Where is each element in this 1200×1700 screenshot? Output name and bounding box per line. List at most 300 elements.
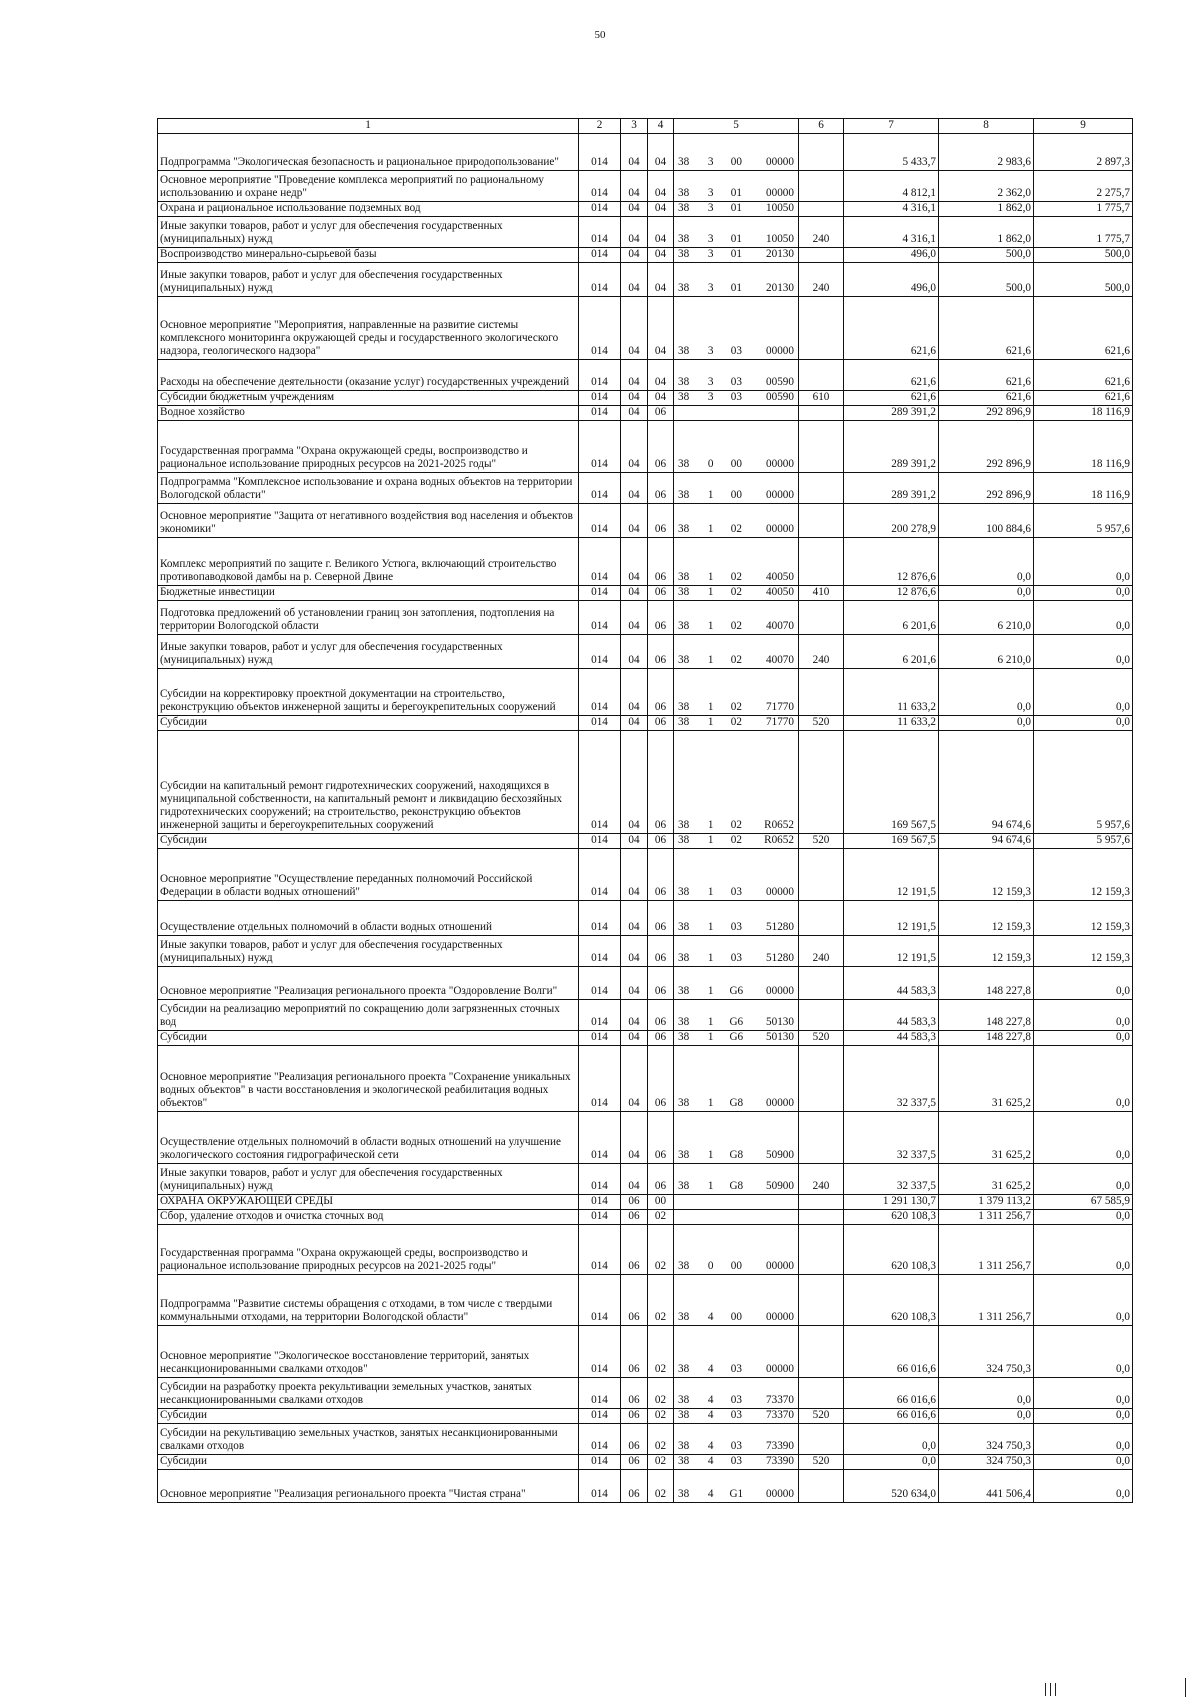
target-article-part: 50900 [766, 1149, 794, 1161]
subsection-code: 04 [648, 360, 674, 391]
target-article-part: 51280 [766, 952, 794, 964]
table-row [158, 1195, 1133, 1210]
ministry-code: 014 [579, 1164, 621, 1195]
expense-type-code [799, 669, 844, 716]
table-row [158, 731, 1133, 834]
section-code: 06 [621, 1455, 648, 1470]
target-article-code [674, 1195, 799, 1210]
target-article-part: G8 [729, 1149, 744, 1161]
target-article-part: 38 [678, 248, 690, 260]
amount-col-8: 0,0 [939, 1378, 1034, 1409]
amount-col-9: 621,6 [1034, 297, 1133, 360]
target-article-code [674, 1000, 799, 1031]
target-article-part: 03 [730, 1363, 742, 1375]
ministry-code: 014 [579, 1455, 621, 1470]
target-article-part: R0652 [764, 834, 794, 846]
target-article-part: 38 [678, 886, 690, 898]
expense-type-code: 520 [799, 1455, 844, 1470]
expense-type-code [799, 1470, 844, 1503]
amount-col-9: 0,0 [1034, 1000, 1133, 1031]
ministry-code: 014 [579, 901, 621, 936]
target-article-part: 00000 [766, 345, 794, 357]
amount-col-7: 169 567,5 [844, 731, 939, 834]
expense-type-code: 610 [799, 391, 844, 406]
target-article-code [674, 834, 799, 849]
subsection-code: 06 [648, 601, 674, 635]
table-row [158, 1031, 1133, 1046]
table-row [158, 263, 1133, 297]
amount-col-9: 621,6 [1034, 360, 1133, 391]
target-article-part: 38 [678, 571, 690, 583]
amount-col-7: 620 108,3 [844, 1275, 939, 1326]
expense-type-code [799, 1326, 844, 1378]
expense-type-code [799, 171, 844, 202]
amount-col-9: 12 159,3 [1034, 901, 1133, 936]
table-row [158, 1455, 1133, 1470]
column-header: 3 [621, 119, 648, 134]
target-article-part: 51280 [766, 921, 794, 933]
target-article-code [674, 263, 799, 297]
amount-col-8: 31 625,2 [939, 1112, 1034, 1164]
expense-type-code: 520 [799, 1031, 844, 1046]
target-article-part: 1 [707, 620, 714, 632]
section-code: 04 [621, 1046, 648, 1112]
row-name: Иные закупки товаров, работ и услуг для обеспечения государственных (муниципальных) нужд [158, 263, 579, 297]
amount-col-9: 0,0 [1034, 1275, 1133, 1326]
row-name: Субсидии на корректировку проектной документации на строительство, реконструкцию объектов инженерной защиты и берегоукрепительных сооружений [158, 669, 579, 716]
target-article-part: 38 [678, 202, 690, 214]
expense-type-code [799, 538, 844, 586]
ministry-code: 014 [579, 1275, 621, 1326]
target-article-part: 10050 [766, 233, 794, 245]
row-name: Основное мероприятие "Защита от негативного воздействия вод населения и объектов экономики" [158, 504, 579, 538]
expense-type-code [799, 406, 844, 421]
ministry-code: 014 [579, 473, 621, 504]
subsection-code: 02 [648, 1326, 674, 1378]
target-article-part: G6 [729, 1016, 744, 1028]
target-article-code [674, 849, 799, 901]
row-name: Основное мероприятие "Реализация регионального проекта "Чистая страна" [158, 1470, 579, 1503]
target-article-part: 38 [678, 1097, 690, 1109]
expense-type-code [799, 1210, 844, 1225]
row-name: Основное мероприятие "Реализация регионального проекта "Сохранение уникальных водных объектов" в части восстановления и экологической реабилитация водных объектов" [158, 1046, 579, 1112]
row-name: Субсидии на реализацию мероприятий по сокращению доли загрязненных сточных вод [158, 1000, 579, 1031]
section-code: 06 [621, 1409, 648, 1424]
target-article-part: 38 [678, 834, 690, 846]
target-article-part: 00 [730, 156, 742, 168]
target-article-part: 38 [678, 376, 690, 388]
target-article-part: 10050 [766, 202, 794, 214]
section-code: 04 [621, 967, 648, 1000]
target-article-part: 4 [707, 1455, 714, 1467]
target-article-part: 38 [678, 952, 690, 964]
section-code: 04 [621, 1031, 648, 1046]
target-article-part: 20130 [766, 248, 794, 260]
target-article-part: 00590 [766, 376, 794, 388]
ministry-code: 014 [579, 635, 621, 669]
row-name: Субсидии [158, 1031, 579, 1046]
section-code: 04 [621, 360, 648, 391]
subsection-code: 06 [648, 586, 674, 601]
target-article-code [674, 421, 799, 473]
amount-col-8: 94 674,6 [939, 731, 1034, 834]
target-article-code [674, 901, 799, 936]
ministry-code: 014 [579, 1424, 621, 1455]
row-name: Основное мероприятие "Проведение комплекса мероприятий по рациональному использованию и охране недр" [158, 171, 579, 202]
target-article-part: 38 [678, 391, 690, 403]
row-name: Государственная программа "Охрана окружающей среды, воспроизводство и рациональное использование природных ресурсов на 2021-2025 годы" [158, 421, 579, 473]
target-article-code [674, 391, 799, 406]
target-article-part: 00000 [766, 1311, 794, 1323]
target-article-part: 03 [730, 886, 742, 898]
section-code: 04 [621, 1164, 648, 1195]
amount-col-9: 12 159,3 [1034, 936, 1133, 967]
target-article-code [674, 134, 799, 171]
target-article-code [674, 297, 799, 360]
target-article-part: 50900 [766, 1180, 794, 1192]
target-article-part: 38 [678, 1488, 690, 1500]
target-article-part: 00 [730, 1311, 742, 1323]
table-row [158, 1112, 1133, 1164]
target-article-part: 73390 [766, 1455, 794, 1467]
subsection-code: 06 [648, 406, 674, 421]
amount-col-7: 4 316,1 [844, 217, 939, 248]
table-row [158, 1210, 1133, 1225]
subsection-code: 02 [648, 1409, 674, 1424]
amount-col-8: 324 750,3 [939, 1455, 1034, 1470]
amount-col-9: 1 775,7 [1034, 202, 1133, 217]
amount-col-9: 5 957,6 [1034, 504, 1133, 538]
row-name: Основное мероприятие "Экологическое восстановление территорий, занятых несанкционированными свалками отходов" [158, 1326, 579, 1378]
table-row [158, 834, 1133, 849]
expense-type-code [799, 1275, 844, 1326]
section-code: 06 [621, 1210, 648, 1225]
column-header: 6 [799, 119, 844, 134]
table-row [158, 1470, 1133, 1503]
section-code: 06 [621, 1326, 648, 1378]
target-article-part: 38 [678, 1394, 690, 1406]
ministry-code: 014 [579, 601, 621, 635]
subsection-code: 02 [648, 1378, 674, 1409]
section-code: 04 [621, 849, 648, 901]
target-article-part: 71770 [766, 701, 794, 713]
amount-col-7: 6 201,6 [844, 635, 939, 669]
target-article-part: 1 [707, 921, 714, 933]
target-article-part: 73370 [766, 1409, 794, 1421]
section-code: 04 [621, 586, 648, 601]
expense-type-code: 240 [799, 263, 844, 297]
target-article-part: 20130 [766, 282, 794, 294]
amount-col-9: 0,0 [1034, 538, 1133, 586]
ministry-code: 014 [579, 1378, 621, 1409]
section-code: 06 [621, 1378, 648, 1409]
target-article-part: 00 [730, 489, 742, 501]
target-article-part: 4 [707, 1311, 714, 1323]
target-article-code [674, 1326, 799, 1378]
row-name: Субсидии [158, 834, 579, 849]
expense-type-code [799, 967, 844, 1000]
target-article-part: 71770 [766, 716, 794, 728]
amount-col-7: 5 433,7 [844, 134, 939, 171]
subsection-code: 02 [648, 1424, 674, 1455]
amount-col-9: 0,0 [1034, 967, 1133, 1000]
row-name: Подпрограмма "Развитие системы обращения с отходами, в том числе с твердыми коммунальными отходами, на территории Вологодской области" [158, 1275, 579, 1326]
amount-col-8: 12 159,3 [939, 849, 1034, 901]
target-article-part: 00000 [766, 458, 794, 470]
column-header: 5 [674, 119, 799, 134]
target-article-code [674, 1031, 799, 1046]
target-article-part: 1 [707, 716, 714, 728]
target-article-part: 1 [707, 654, 714, 666]
target-article-code [674, 967, 799, 1000]
table-row [158, 421, 1133, 473]
table-row [158, 936, 1133, 967]
column-header: 2 [579, 119, 621, 134]
target-article-code [674, 635, 799, 669]
target-article-code [674, 669, 799, 716]
target-article-part: 00000 [766, 156, 794, 168]
row-name: ОХРАНА ОКРУЖАЮЩЕЙ СРЕДЫ [158, 1195, 579, 1210]
row-name: Основное мероприятие "Реализация регионального проекта "Оздоровление Волги" [158, 967, 579, 1000]
amount-col-8: 0,0 [939, 1409, 1034, 1424]
row-name: Иные закупки товаров, работ и услуг для обеспечения государственных (муниципальных) нужд [158, 217, 579, 248]
target-article-part: 38 [678, 1180, 690, 1192]
amount-col-8: 148 227,8 [939, 967, 1034, 1000]
subsection-code: 06 [648, 1000, 674, 1031]
section-code: 04 [621, 601, 648, 635]
target-article-code [674, 1424, 799, 1455]
amount-col-7: 11 633,2 [844, 716, 939, 731]
table-row [158, 1275, 1133, 1326]
amount-col-7: 12 191,5 [844, 849, 939, 901]
target-article-part: 1 [707, 1016, 714, 1028]
target-article-part: 38 [678, 1260, 690, 1272]
section-code: 04 [621, 134, 648, 171]
target-article-part: 1 [707, 1097, 714, 1109]
amount-col-7: 12 876,6 [844, 586, 939, 601]
section-code: 04 [621, 421, 648, 473]
expense-type-code: 520 [799, 716, 844, 731]
amount-col-7: 32 337,5 [844, 1112, 939, 1164]
amount-col-9: 0,0 [1034, 1424, 1133, 1455]
row-name: Иные закупки товаров, работ и услуг для обеспечения государственных (муниципальных) нужд [158, 1164, 579, 1195]
subsection-code: 04 [648, 297, 674, 360]
ministry-code: 014 [579, 263, 621, 297]
ministry-code: 014 [579, 849, 621, 901]
target-article-part: 03 [730, 376, 742, 388]
amount-col-8: 12 159,3 [939, 936, 1034, 967]
target-article-part: 1 [707, 571, 714, 583]
subsection-code: 06 [648, 635, 674, 669]
amount-col-8: 621,6 [939, 391, 1034, 406]
target-article-part: 38 [678, 1031, 690, 1043]
target-article-part: 38 [678, 1016, 690, 1028]
subsection-code: 06 [648, 421, 674, 473]
amount-col-7: 66 016,6 [844, 1326, 939, 1378]
amount-col-8: 1 862,0 [939, 202, 1034, 217]
target-article-part: 03 [730, 1409, 742, 1421]
ministry-code: 014 [579, 1210, 621, 1225]
ministry-code: 014 [579, 202, 621, 217]
target-article-part: 38 [678, 489, 690, 501]
subsection-code: 06 [648, 901, 674, 936]
amount-col-9: 2 897,3 [1034, 134, 1133, 171]
section-code: 04 [621, 406, 648, 421]
target-article-code [674, 202, 799, 217]
section-code: 04 [621, 202, 648, 217]
ministry-code: 014 [579, 834, 621, 849]
expense-type-code [799, 1046, 844, 1112]
row-name: Субсидии [158, 1455, 579, 1470]
target-article-part: 3 [707, 233, 714, 245]
ministry-code: 014 [579, 936, 621, 967]
row-name: Осуществление отдельных полномочий в области водных отношений [158, 901, 579, 936]
ministry-code: 014 [579, 538, 621, 586]
expense-type-code [799, 473, 844, 504]
target-article-part: 73390 [766, 1440, 794, 1452]
amount-col-8: 31 625,2 [939, 1164, 1034, 1195]
ministry-code: 014 [579, 1409, 621, 1424]
target-article-part: 3 [707, 282, 714, 294]
ministry-code: 014 [579, 1326, 621, 1378]
amount-col-8: 2 983,6 [939, 134, 1034, 171]
table-row [158, 849, 1133, 901]
subsection-code: 06 [648, 538, 674, 586]
section-code: 04 [621, 297, 648, 360]
target-article-part: 38 [678, 1440, 690, 1452]
amount-col-7: 4 316,1 [844, 202, 939, 217]
expense-type-code: 240 [799, 217, 844, 248]
amount-col-7: 620 108,3 [844, 1225, 939, 1275]
row-name: Комплекс мероприятий по защите г. Великого Устюга, включающий строительство противопаводковой дамбы на р. Северной Двине [158, 538, 579, 586]
expense-type-code [799, 1000, 844, 1031]
amount-col-9: 0,0 [1034, 1046, 1133, 1112]
amount-col-8: 0,0 [939, 716, 1034, 731]
subsection-code: 06 [648, 716, 674, 731]
table-row [158, 601, 1133, 635]
target-article-part: 38 [678, 458, 690, 470]
subsection-code: 04 [648, 202, 674, 217]
amount-col-7: 620 108,3 [844, 1210, 939, 1225]
expense-type-code [799, 731, 844, 834]
target-article-part: 1 [707, 523, 714, 535]
target-article-part: 02 [730, 523, 742, 535]
row-name: Воспроизводство минерально-сырьевой базы [158, 248, 579, 263]
expense-type-code: 240 [799, 936, 844, 967]
target-article-part: 00000 [766, 489, 794, 501]
row-name: Субсидии [158, 716, 579, 731]
section-code: 06 [621, 1424, 648, 1455]
row-name: Субсидии на рекультивацию земельных участков, занятых несанкционированными свалками отходов [158, 1424, 579, 1455]
expense-type-code [799, 1225, 844, 1275]
target-article-part: 50130 [766, 1016, 794, 1028]
target-article-part: 02 [730, 620, 742, 632]
table-row [158, 1000, 1133, 1031]
target-article-part: 03 [730, 345, 742, 357]
ministry-code: 014 [579, 171, 621, 202]
amount-col-7: 32 337,5 [844, 1046, 939, 1112]
ministry-code: 014 [579, 134, 621, 171]
amount-col-9: 0,0 [1034, 635, 1133, 669]
target-article-part: 1 [707, 701, 714, 713]
section-code: 04 [621, 936, 648, 967]
amount-col-8: 292 896,9 [939, 421, 1034, 473]
target-article-part: 4 [707, 1363, 714, 1375]
ministry-code: 014 [579, 716, 621, 731]
ministry-code: 014 [579, 391, 621, 406]
target-article-part: 03 [730, 391, 742, 403]
target-article-part: 4 [707, 1440, 714, 1452]
table-row [158, 217, 1133, 248]
row-name: Подпрограмма "Экологическая безопасность и рациональное природопользование" [158, 134, 579, 171]
table-header-row [158, 119, 1133, 134]
amount-col-9: 0,0 [1034, 1210, 1133, 1225]
table-row [158, 202, 1133, 217]
section-code: 04 [621, 473, 648, 504]
section-code: 04 [621, 217, 648, 248]
target-article-part: 00000 [766, 1488, 794, 1500]
target-article-part: 0 [707, 1260, 714, 1272]
target-article-part: 1 [707, 1149, 714, 1161]
table-row [158, 504, 1133, 538]
amount-col-9: 0,0 [1034, 601, 1133, 635]
ministry-code: 014 [579, 217, 621, 248]
target-article-part: 03 [730, 1394, 742, 1406]
target-article-part: 4 [707, 1488, 714, 1500]
amount-col-8: 100 884,6 [939, 504, 1034, 538]
section-code: 06 [621, 1275, 648, 1326]
subsection-code: 04 [648, 171, 674, 202]
amount-col-9: 1 775,7 [1034, 217, 1133, 248]
target-article-part: 00000 [766, 187, 794, 199]
table-row [158, 1225, 1133, 1275]
target-article-part: 50130 [766, 1031, 794, 1043]
target-article-part: G8 [729, 1097, 744, 1109]
target-article-code [674, 360, 799, 391]
ministry-code: 014 [579, 1225, 621, 1275]
expense-type-code [799, 297, 844, 360]
target-article-part: 38 [678, 1363, 690, 1375]
section-code: 04 [621, 171, 648, 202]
table-row [158, 967, 1133, 1000]
target-article-part: R0652 [764, 819, 794, 831]
expense-type-code [799, 849, 844, 901]
target-article-part: 40070 [766, 620, 794, 632]
target-article-part: 38 [678, 921, 690, 933]
target-article-part: 38 [678, 187, 690, 199]
target-article-part: 00590 [766, 391, 794, 403]
target-article-part: 3 [707, 156, 714, 168]
expense-type-code: 240 [799, 635, 844, 669]
target-article-code [674, 406, 799, 421]
amount-col-8: 148 227,8 [939, 1031, 1034, 1046]
target-article-part: 4 [707, 1394, 714, 1406]
column-header: 9 [1034, 119, 1133, 134]
subsection-code: 04 [648, 134, 674, 171]
target-article-code [674, 538, 799, 586]
table-row [158, 635, 1133, 669]
table-row [158, 248, 1133, 263]
amount-col-7: 496,0 [844, 248, 939, 263]
table-row [158, 1046, 1133, 1112]
amount-col-8: 621,6 [939, 297, 1034, 360]
row-name: Субсидии бюджетным учреждениям [158, 391, 579, 406]
row-name: Расходы на обеспечение деятельности (оказание услуг) государственных учреждений [158, 360, 579, 391]
target-article-part: 38 [678, 1311, 690, 1323]
subsection-code: 06 [648, 936, 674, 967]
row-name: Субсидии на разработку проекта рекультивации земельных участков, занятых несанкционированными свалками отходов [158, 1378, 579, 1409]
amount-col-7: 621,6 [844, 360, 939, 391]
